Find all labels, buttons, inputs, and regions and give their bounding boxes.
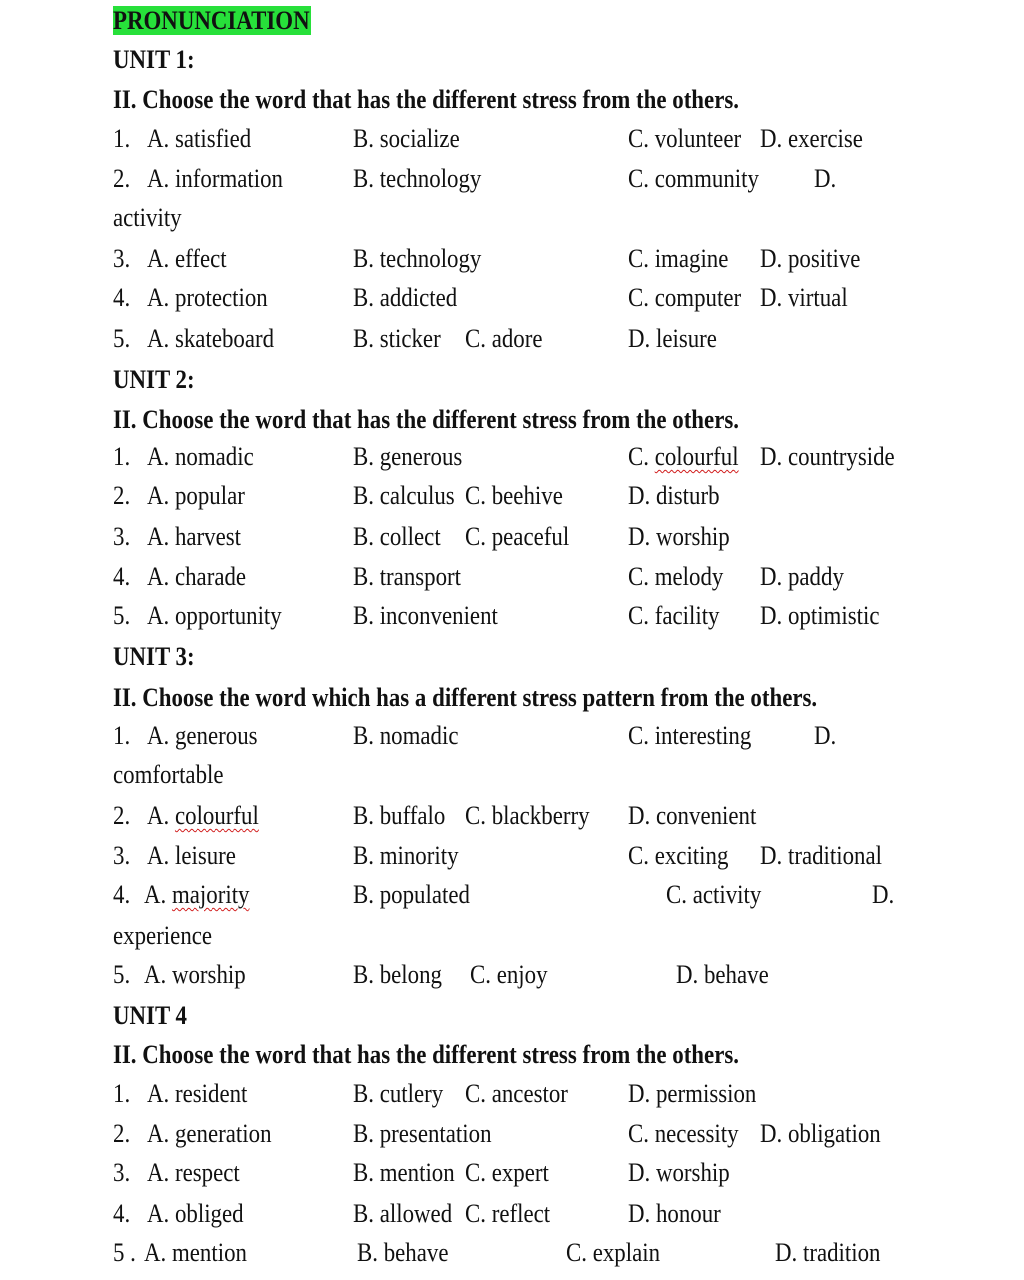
- option-b: B. behave: [357, 1238, 449, 1267]
- option-a: A. majority: [144, 880, 250, 909]
- option-b: B. minority: [353, 841, 459, 870]
- unit-heading: UNIT 3:: [113, 642, 195, 671]
- option-a: A. resident: [147, 1079, 248, 1108]
- option-b: B. nomadic: [353, 721, 459, 750]
- option-c: C. melody: [628, 562, 724, 591]
- question-number: 3.: [113, 522, 131, 551]
- option-d: D. traditional: [760, 841, 883, 870]
- option-a: A. popular: [147, 481, 245, 510]
- option-d: D. paddy: [760, 562, 844, 591]
- option-c: C. colourful: [628, 442, 739, 471]
- option-b: B. calculus: [353, 481, 455, 510]
- option-a: A. generous: [147, 721, 258, 750]
- question-number: 4.: [113, 1199, 131, 1228]
- option-a: A. effect: [147, 244, 227, 273]
- option-b: B. mention: [353, 1158, 455, 1187]
- unit-heading: UNIT 2:: [113, 365, 195, 394]
- option-a: A. skateboard: [147, 324, 275, 353]
- question-number: 1.: [113, 721, 131, 750]
- spellcheck-word: majority: [171, 880, 250, 909]
- unit-heading: UNIT 4: [113, 1001, 187, 1030]
- option-c: C. exciting: [628, 841, 729, 870]
- question-number: 1.: [113, 124, 131, 153]
- option-d: D. honour: [628, 1199, 721, 1228]
- option-c: C. adore: [465, 324, 543, 353]
- question-number: 2.: [113, 164, 131, 193]
- option-b: B. transport: [353, 562, 462, 591]
- option-b: B. inconvenient: [353, 601, 498, 630]
- spellcheck-word: colourful: [654, 442, 739, 471]
- instruction: II. Choose the word which has a different stress pattern from the others.: [113, 683, 818, 712]
- option-a: A. colourful: [147, 801, 259, 830]
- question-number: 5.: [113, 960, 131, 989]
- option-c: C. activity: [666, 880, 762, 909]
- option-b: B. socialize: [353, 124, 460, 153]
- question-number: 3.: [113, 244, 131, 273]
- spellcheck-word: colourful: [174, 801, 259, 830]
- option-a: A. mention: [144, 1238, 247, 1267]
- option-d: D. optimistic: [760, 601, 880, 630]
- question-number: 3.: [113, 841, 131, 870]
- question-number: 3.: [113, 1158, 131, 1187]
- question-number: 1.: [113, 1079, 131, 1108]
- option-b: B. technology: [353, 164, 482, 193]
- option-c: C. expert: [465, 1158, 549, 1187]
- option-a: A. information: [147, 164, 283, 193]
- option-c: C. interesting: [628, 721, 752, 750]
- option-c: C. ancestor: [465, 1079, 568, 1108]
- option-d: D. permission: [628, 1079, 757, 1108]
- question-number: 5.: [113, 601, 131, 630]
- option-a: A. generation: [147, 1119, 272, 1148]
- option-a: A. protection: [147, 283, 268, 312]
- option-d-wrap: comfortable: [113, 760, 224, 789]
- instruction: II. Choose the word that has the different stress from the others.: [113, 85, 739, 114]
- option-d: D.: [814, 721, 837, 750]
- option-d: D.: [814, 164, 837, 193]
- option-b: B. allowed: [353, 1199, 453, 1228]
- option-d: D. worship: [628, 1158, 730, 1187]
- option-d: D.: [872, 880, 895, 909]
- option-d: D. obligation: [760, 1119, 881, 1148]
- question-number: 5 .: [113, 1238, 136, 1267]
- document-title: PRONUNCIATION: [113, 6, 310, 35]
- option-b: B. cutlery: [353, 1079, 444, 1108]
- option-c: C. necessity: [628, 1119, 739, 1148]
- option-a: A. charade: [147, 562, 247, 591]
- option-a: A. leisure: [147, 841, 236, 870]
- option-a: A. harvest: [147, 522, 242, 551]
- option-c: C. blackberry: [465, 801, 590, 830]
- option-a: A. obliged: [147, 1199, 244, 1228]
- option-b: B. collect: [353, 522, 441, 551]
- option-d: D. disturb: [628, 481, 720, 510]
- question-number: 2.: [113, 481, 131, 510]
- option-c: C. facility: [628, 601, 720, 630]
- option-a: A. nomadic: [147, 442, 254, 471]
- option-a: A. worship: [144, 960, 246, 989]
- question-number: 5.: [113, 324, 131, 353]
- option-d: D. virtual: [760, 283, 848, 312]
- option-c: C. reflect: [465, 1199, 551, 1228]
- unit-heading: UNIT 1:: [113, 45, 195, 74]
- option-c: C. volunteer: [628, 124, 742, 153]
- option-b: B. addicted: [353, 283, 458, 312]
- instruction: II. Choose the word that has the different stress from the others.: [113, 405, 739, 434]
- option-c: C. peaceful: [465, 522, 570, 551]
- option-b: B. technology: [353, 244, 482, 273]
- option-d: D. countryside: [760, 442, 895, 471]
- option-c: C. enjoy: [470, 960, 548, 989]
- option-c: C. imagine: [628, 244, 729, 273]
- option-d: D. leisure: [628, 324, 717, 353]
- option-b: B. belong: [353, 960, 442, 989]
- option-b: B. presentation: [353, 1119, 492, 1148]
- question-number: 4.: [113, 283, 131, 312]
- option-d: D. worship: [628, 522, 730, 551]
- option-d: D. behave: [676, 960, 769, 989]
- question-number: 2.: [113, 1119, 131, 1148]
- question-number: 2.: [113, 801, 131, 830]
- option-c: C. beehive: [465, 481, 563, 510]
- option-a: A. satisfied: [147, 124, 252, 153]
- option-d-wrap: experience: [113, 921, 213, 950]
- question-number: 4.: [113, 562, 131, 591]
- option-c: C. community: [628, 164, 759, 193]
- option-c: C. computer: [628, 283, 742, 312]
- option-a: A. respect: [147, 1158, 240, 1187]
- option-a: A. opportunity: [147, 601, 282, 630]
- option-d: D. tradition: [775, 1238, 881, 1267]
- option-c: C. explain: [566, 1238, 661, 1267]
- option-d: D. positive: [760, 244, 861, 273]
- instruction: II. Choose the word that has the different stress from the others.: [113, 1040, 739, 1069]
- question-number: 1.: [113, 442, 131, 471]
- option-b: B. generous: [353, 442, 463, 471]
- option-d: D. convenient: [628, 801, 757, 830]
- option-b: B. buffalo: [353, 801, 446, 830]
- question-number: 4.: [113, 880, 131, 909]
- option-d: D. exercise: [760, 124, 863, 153]
- option-b: B. populated: [353, 880, 470, 909]
- option-d-wrap: activity: [113, 203, 182, 232]
- option-b: B. sticker: [353, 324, 441, 353]
